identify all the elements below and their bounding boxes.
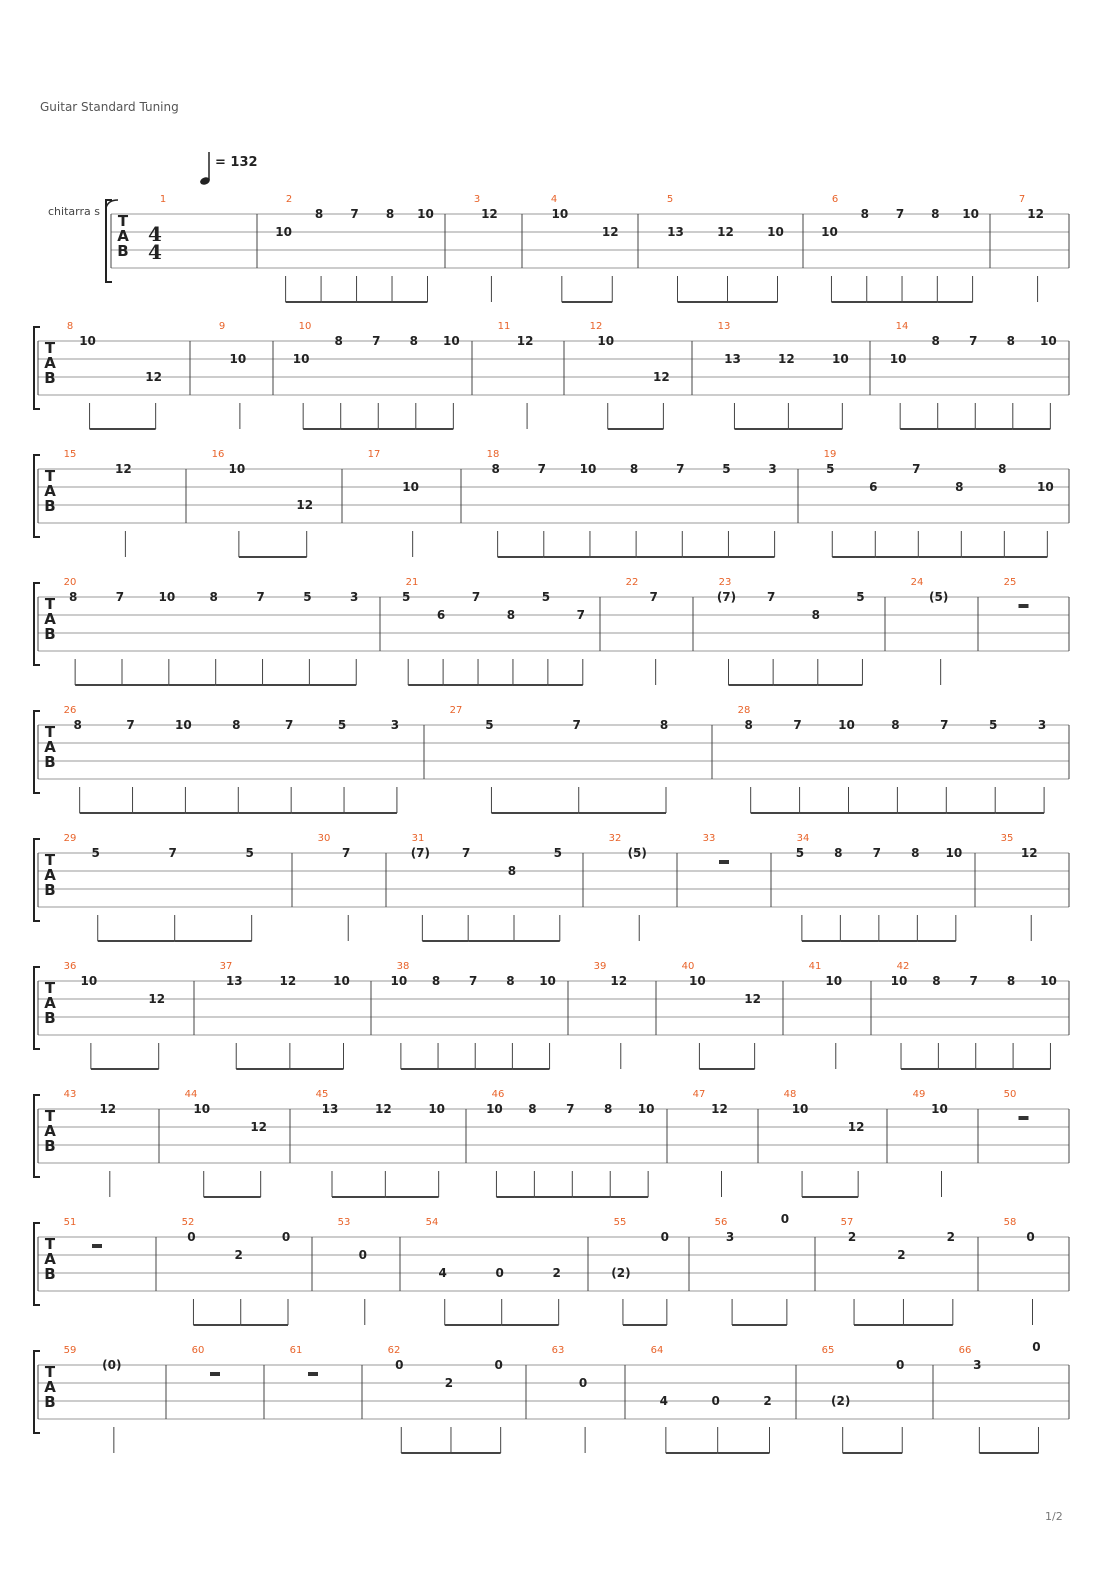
tab-clef-letter: T — [44, 595, 56, 613]
fret-number: 2 — [763, 1394, 772, 1408]
tab-clef-letter: A — [44, 1378, 56, 1396]
fret-number: 7 — [572, 718, 581, 732]
fret-number: 10 — [597, 334, 615, 348]
fret-number: 7 — [566, 1102, 575, 1116]
fret-number: 10 — [890, 974, 908, 988]
fret-number: 5 — [245, 846, 254, 860]
time-signature-top: 4 — [148, 222, 162, 246]
fret-number: 0 — [358, 1248, 367, 1262]
fret-number: 8 — [334, 334, 343, 348]
measure-number: 5 — [666, 194, 674, 205]
tab-clef-letter: B — [44, 369, 56, 387]
tab-clef-letter: A — [44, 1122, 56, 1140]
measure-number: 63 — [551, 1345, 565, 1356]
fret-number: 10 — [889, 352, 907, 366]
fret-number: 13 — [321, 1102, 339, 1116]
measure-number: 29 — [63, 833, 77, 844]
whole-rest — [1019, 1116, 1029, 1120]
fret-number: 5 — [337, 718, 347, 732]
fret-number: 7 — [471, 590, 481, 604]
fret-number: 8 — [604, 1102, 613, 1116]
fret-number: 8 — [1006, 974, 1016, 988]
fret-number: 6 — [869, 480, 878, 494]
fret-number: 8 — [68, 590, 78, 604]
measure-number: 31 — [411, 833, 425, 844]
fret-number: 8 — [931, 207, 940, 221]
tab-system — [106, 194, 1069, 302]
tab-clef-letter: A — [44, 738, 56, 756]
measure-number: 19 — [823, 449, 837, 460]
fret-number: 4 — [438, 1266, 447, 1280]
fret-number: 10 — [838, 718, 855, 732]
tab-clef-letter: T — [44, 467, 56, 485]
measure-number: 52 — [181, 1217, 195, 1228]
fret-number: 10 — [962, 207, 979, 221]
measure-number: 20 — [63, 577, 77, 588]
fret-number: 0 — [495, 1266, 504, 1280]
fret-number: 8 — [744, 718, 753, 732]
fret-number: 7 — [649, 590, 658, 604]
fret-number: 2 — [847, 1230, 857, 1244]
fret-number: 12 — [717, 225, 734, 239]
measure-number: 56 — [714, 1217, 728, 1228]
whole-rest — [1019, 604, 1029, 608]
fret-number: 8 — [1006, 334, 1015, 348]
fret-number: 7 — [793, 718, 802, 732]
system-bracket — [34, 327, 40, 409]
tab-clef-letter: B — [44, 753, 56, 771]
measure-number: 25 — [1003, 577, 1017, 588]
measure-number: 26 — [63, 705, 77, 716]
fret-number: 10 — [825, 974, 843, 988]
fret-number: 2 — [552, 1266, 561, 1280]
fret-number: 13 — [667, 225, 684, 239]
fret-number: 2 — [444, 1376, 454, 1390]
fret-number: 7 — [284, 718, 294, 732]
measure-number: 47 — [692, 1089, 706, 1100]
fret-number: 10 — [417, 207, 434, 221]
measure-number: 9 — [218, 321, 226, 332]
fret-number: 0 — [395, 1358, 404, 1372]
tab-system — [34, 961, 1069, 1069]
fret-number: 10 — [767, 225, 784, 239]
fret-number: 7 — [461, 846, 471, 860]
fret-number: 10 — [539, 974, 556, 988]
fret-number: 5 — [826, 462, 835, 476]
system-bracket — [34, 711, 40, 793]
fret-number: 8 — [629, 462, 639, 476]
measure-number: 10 — [298, 321, 312, 332]
fret-number: 3 — [768, 462, 777, 476]
fret-number: 5 — [541, 590, 551, 604]
system-bracket — [34, 455, 40, 537]
fret-number: 7 — [895, 207, 905, 221]
fret-number: 3 — [973, 1358, 982, 1372]
measure-number: 34 — [796, 833, 810, 844]
fret-number: 7 — [126, 718, 135, 732]
tab-clef-letter: B — [44, 625, 56, 643]
fret-number: 10 — [292, 352, 310, 366]
fret-number: 8 — [659, 718, 669, 732]
measure-number: 46 — [491, 1089, 505, 1100]
fret-number: 7 — [766, 590, 776, 604]
tuning-label: Guitar Standard Tuning — [40, 100, 179, 114]
fret-number: 2 — [946, 1230, 956, 1244]
tab-clef-letter: T — [44, 1107, 56, 1125]
tab-clef-letter: A — [117, 227, 129, 245]
tab-clef-letter: T — [44, 1235, 56, 1253]
fret-number: 0 — [281, 1230, 291, 1244]
measure-number: 64 — [650, 1345, 664, 1356]
fret-number: 10 — [1039, 334, 1057, 348]
fret-number: 10 — [637, 1102, 655, 1116]
fret-number: 10 — [228, 462, 246, 476]
fret-number: 10 — [821, 225, 838, 239]
measure-number: 7 — [1018, 194, 1026, 205]
fret-number: 7 — [969, 334, 978, 348]
measure-number: 44 — [184, 1089, 198, 1100]
tab-system — [34, 1340, 1069, 1453]
fret-number: 12 — [374, 1102, 392, 1116]
fret-number: 12 — [516, 334, 534, 348]
measure-number: 40 — [681, 961, 695, 972]
tab-clef-letter: A — [44, 1250, 56, 1268]
fret-number: 5 — [91, 846, 100, 860]
fret-number: (5) — [928, 590, 949, 604]
measure-number: 53 — [337, 1217, 351, 1228]
fret-number: 10 — [79, 334, 96, 348]
fret-number: (5) — [627, 846, 647, 860]
fret-number: 7 — [342, 846, 351, 860]
measure-number: 27 — [449, 705, 463, 716]
fret-number: 7 — [576, 608, 585, 622]
tab-system — [34, 449, 1069, 557]
measure-number: 49 — [912, 1089, 926, 1100]
fret-number: (2) — [831, 1394, 851, 1408]
fret-number: 8 — [385, 207, 395, 221]
fret-number: 7 — [372, 334, 381, 348]
measure-number: 65 — [821, 1345, 835, 1356]
tab-system — [34, 1212, 1069, 1325]
fret-number: 10 — [551, 207, 569, 221]
tab-clef-letter: B — [44, 497, 56, 515]
measure-number: 58 — [1003, 1217, 1017, 1228]
fret-number: 3 — [390, 718, 400, 732]
tab-clef-letter: T — [44, 723, 56, 741]
time-signature-bottom: 4 — [148, 240, 162, 264]
fret-number: 5 — [553, 846, 562, 860]
tab-system — [34, 833, 1069, 941]
fret-number: 0 — [578, 1376, 588, 1390]
tab-clef-letter: T — [44, 979, 56, 997]
fret-number: 10 — [275, 225, 292, 239]
fret-number: 10 — [442, 334, 460, 348]
tab-system — [34, 1089, 1069, 1197]
system-bracket — [34, 967, 40, 1049]
fret-number: 8 — [506, 608, 516, 622]
measure-number: 23 — [718, 577, 732, 588]
fret-number: 0 — [711, 1394, 720, 1408]
fret-number: 5 — [402, 590, 411, 604]
whole-rest — [719, 860, 729, 864]
measure-number: 60 — [191, 1345, 205, 1356]
fret-number: 12 — [481, 207, 498, 221]
measure-number: 32 — [608, 833, 622, 844]
whole-rest — [210, 1372, 220, 1376]
measure-number: 51 — [63, 1217, 77, 1228]
fret-number: 0 — [1026, 1230, 1035, 1244]
fret-number: 7 — [115, 590, 125, 604]
measure-number: 36 — [63, 961, 77, 972]
fret-number: 7 — [350, 207, 359, 221]
fret-number: 12 — [847, 1120, 865, 1134]
measure-number: 50 — [1003, 1089, 1017, 1100]
measure-number: 42 — [896, 961, 910, 972]
tab-clef-letter: A — [44, 866, 56, 884]
tab-clef-letter: A — [44, 482, 56, 500]
tab-clef-letter: B — [44, 1137, 56, 1155]
fret-number: 10 — [193, 1102, 211, 1116]
fret-number: 13 — [225, 974, 243, 988]
fret-number: 7 — [256, 590, 265, 604]
tab-system — [34, 705, 1069, 813]
measure-number: 15 — [63, 449, 77, 460]
measure-number: 2 — [285, 194, 293, 205]
fret-number: 10 — [931, 1102, 948, 1116]
fret-number: 8 — [506, 974, 515, 988]
fret-number: 12 — [711, 1102, 728, 1116]
fret-number: 8 — [955, 480, 964, 494]
fret-number: 5 — [989, 718, 998, 732]
fret-number: 12 — [601, 225, 619, 239]
fret-number: 8 — [911, 846, 920, 860]
fret-number: 13 — [724, 352, 741, 366]
measure-number: 22 — [625, 577, 639, 588]
measure-number: 12 — [589, 321, 603, 332]
measure-number: 48 — [783, 1089, 797, 1100]
fret-number: 8 — [860, 207, 869, 221]
measure-number: 33 — [702, 833, 716, 844]
fret-number: 0 — [780, 1212, 790, 1226]
fret-number: 10 — [1040, 974, 1057, 988]
fret-number: 8 — [491, 462, 500, 476]
fret-number: 5 — [795, 846, 805, 860]
fret-number: 10 — [1036, 480, 1054, 494]
measure-number: 24 — [910, 577, 924, 588]
tab-clef-letter: B — [117, 242, 129, 260]
measure-number: 55 — [613, 1217, 627, 1228]
tab-clef-letter: A — [44, 994, 56, 1012]
measure-number: 38 — [396, 961, 410, 972]
tab-clef-letter: B — [44, 1265, 56, 1283]
fret-number: 7 — [469, 974, 478, 988]
fret-number: 8 — [998, 462, 1007, 476]
fret-number: 8 — [811, 608, 820, 622]
measure-number: 6 — [831, 194, 839, 205]
fret-number: 10 — [689, 974, 706, 988]
measure-number: 37 — [219, 961, 233, 972]
fret-number: 3 — [350, 590, 359, 604]
tab-clef-letter: T — [44, 339, 56, 357]
fret-number: 8 — [431, 974, 441, 988]
fret-number: 12 — [296, 498, 314, 512]
fret-number: 4 — [659, 1394, 669, 1408]
fret-number: 10 — [579, 462, 597, 476]
fret-number: 7 — [537, 462, 546, 476]
measure-number: 39 — [593, 961, 607, 972]
fret-number: 12 — [1027, 207, 1044, 221]
fret-number: 10 — [80, 974, 98, 988]
fret-number: 8 — [232, 718, 241, 732]
fret-number: (7) — [410, 846, 431, 860]
system-bracket — [34, 583, 40, 665]
system-bracket — [34, 1223, 40, 1305]
fret-number: 10 — [486, 1102, 503, 1116]
fret-number: 2 — [234, 1248, 243, 1262]
fret-number: 7 — [872, 846, 882, 860]
fret-number: (2) — [611, 1266, 631, 1280]
fret-number: 5 — [722, 462, 731, 476]
tab-clef-letter: B — [44, 1393, 56, 1411]
fret-number: 7 — [912, 462, 921, 476]
fret-number: 6 — [436, 608, 446, 622]
measure-number: 3 — [473, 194, 481, 205]
tab-clef-letter: A — [44, 354, 56, 372]
fret-number: 10 — [428, 1102, 446, 1116]
measure-number: 16 — [211, 449, 225, 460]
tab-clef-letter: B — [44, 881, 56, 899]
measure-number: 11 — [497, 321, 511, 332]
fret-number: 10 — [402, 480, 420, 494]
fret-number: 12 — [279, 974, 297, 988]
fret-number: 0 — [187, 1230, 196, 1244]
fret-number: 12 — [148, 992, 166, 1006]
fret-number: 10 — [175, 718, 192, 732]
measure-number: 4 — [550, 194, 558, 205]
page-number: 1/2 — [1045, 1510, 1063, 1523]
fret-number: 12 — [115, 462, 132, 476]
measure-number: 28 — [737, 705, 751, 716]
fret-number: 10 — [390, 974, 408, 988]
fret-number: 8 — [73, 718, 82, 732]
tab-system — [34, 321, 1069, 429]
fret-number: 8 — [891, 718, 900, 732]
system-bracket — [34, 1351, 40, 1433]
fret-number: 8 — [314, 207, 324, 221]
fret-number: 5 — [856, 590, 865, 604]
fret-number: 10 — [831, 352, 849, 366]
fret-number: 2 — [897, 1248, 906, 1262]
measure-number: 35 — [1000, 833, 1014, 844]
fret-number: 5 — [303, 590, 312, 604]
fret-number: (7) — [716, 590, 737, 604]
measure-number: 41 — [808, 961, 822, 972]
measure-number: 13 — [717, 321, 731, 332]
tab-clef-letter: T — [44, 851, 56, 869]
fret-number: 12 — [744, 992, 761, 1006]
fret-number: 8 — [834, 846, 843, 860]
measure-number: 17 — [367, 449, 381, 460]
tab-system — [34, 577, 1069, 685]
fret-number: 8 — [507, 864, 517, 878]
fret-number: 8 — [528, 1102, 537, 1116]
tab-clef-letter: T — [117, 212, 129, 230]
fret-number: 0 — [896, 1358, 905, 1372]
measure-number: 1 — [159, 194, 167, 205]
fret-number: 12 — [250, 1120, 268, 1134]
measure-number: 14 — [895, 321, 909, 332]
bracket-curl — [106, 200, 118, 208]
fret-number: 7 — [676, 462, 685, 476]
fret-number: 10 — [791, 1102, 809, 1116]
fret-number: 0 — [660, 1230, 670, 1244]
fret-number: 12 — [778, 352, 795, 366]
fret-number: 10 — [333, 974, 350, 988]
fret-number: 12 — [610, 974, 628, 988]
measure-number: 8 — [66, 321, 74, 332]
fret-number: 10 — [229, 352, 247, 366]
fret-number: 3 — [1037, 718, 1047, 732]
measure-number: 59 — [63, 1345, 77, 1356]
track-name: chitarra s — [48, 205, 100, 218]
measure-number: 57 — [840, 1217, 854, 1228]
fret-number: 8 — [931, 334, 940, 348]
fret-number: 0 — [494, 1358, 503, 1372]
tab-clef-letter: T — [44, 1363, 56, 1381]
fret-number: 10 — [158, 590, 176, 604]
fret-number: (0) — [102, 1358, 122, 1372]
whole-rest — [308, 1372, 318, 1376]
measure-number: 18 — [486, 449, 500, 460]
measure-number: 62 — [387, 1345, 401, 1356]
fret-number: 10 — [945, 846, 963, 860]
measure-number: 61 — [289, 1345, 303, 1356]
tab-clef-letter: B — [44, 1009, 56, 1027]
fret-number: 5 — [485, 718, 494, 732]
measure-number: 21 — [405, 577, 419, 588]
fret-number: 8 — [932, 974, 941, 988]
fret-number: 12 — [99, 1102, 117, 1116]
measure-number: 30 — [317, 833, 331, 844]
tempo-value: = 132 — [215, 155, 258, 170]
fret-number: 3 — [725, 1230, 735, 1244]
fret-number: 7 — [168, 846, 177, 860]
fret-number: 7 — [940, 718, 949, 732]
measure-number: 54 — [425, 1217, 439, 1228]
fret-number: 7 — [969, 974, 978, 988]
whole-rest — [92, 1244, 102, 1248]
system-bracket — [34, 1095, 40, 1177]
fret-number: 12 — [653, 370, 670, 384]
measure-number: 45 — [315, 1089, 329, 1100]
fret-number: 8 — [409, 334, 418, 348]
tab-clef-letter: A — [44, 610, 56, 628]
measure-number: 66 — [958, 1345, 972, 1356]
measure-number: 43 — [63, 1089, 77, 1100]
fret-number: 12 — [1020, 846, 1038, 860]
system-bracket — [34, 839, 40, 921]
fret-number: 0 — [1032, 1340, 1041, 1354]
fret-number: 12 — [145, 370, 163, 384]
fret-number: 8 — [209, 590, 218, 604]
